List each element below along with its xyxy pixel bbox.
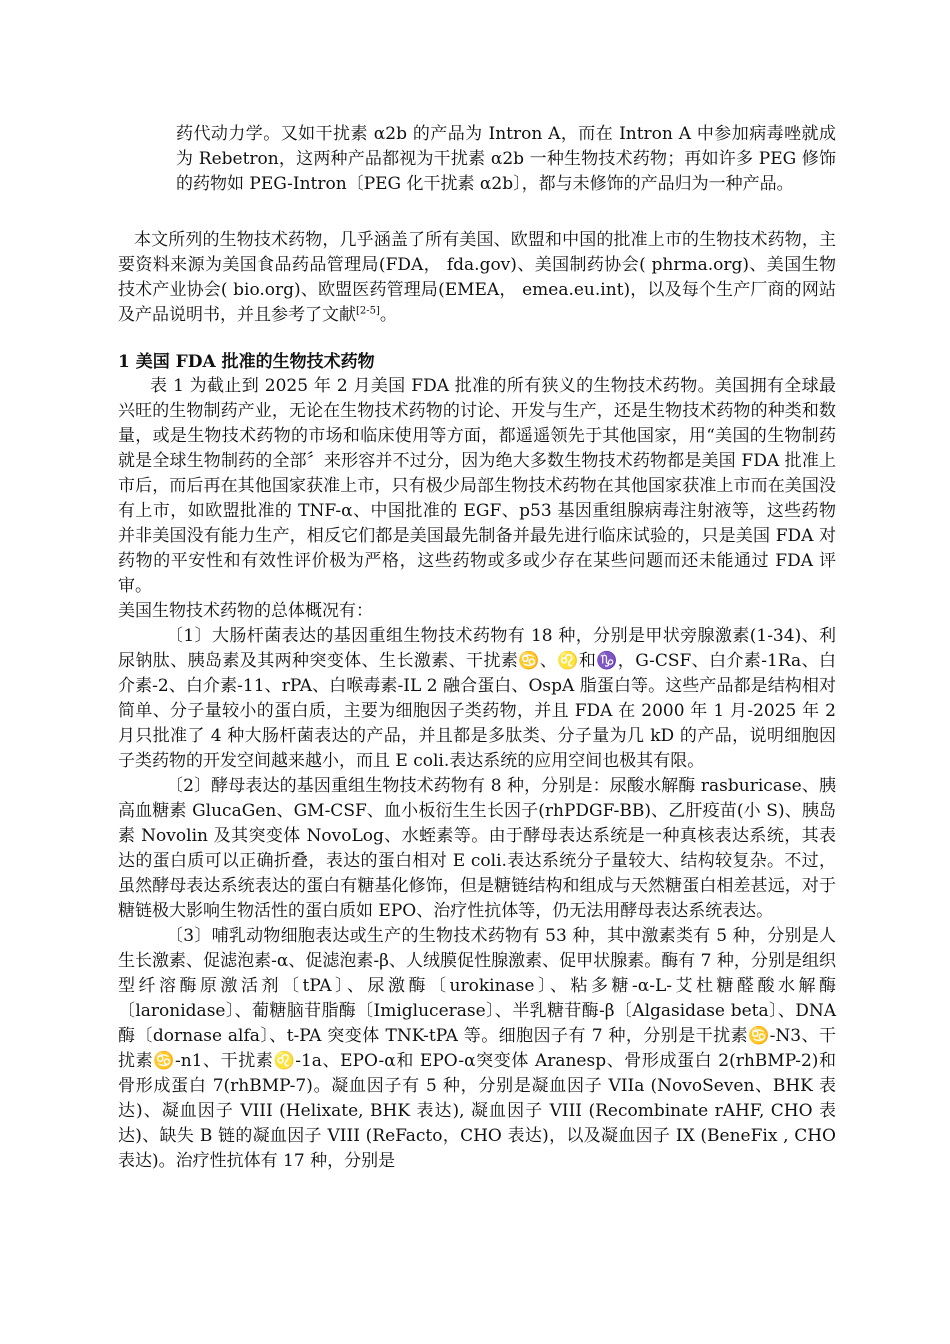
paragraph-item-3: 〔3〕哺乳动物细胞表达或生产的生物技术药物有 53 种，其中激素类有 5 种，分别是人生长激素、促滤泡素-α、促滤泡素-β、人绒膜促性腺激素、促甲状腺素。酶有 7 种，分别是组织型纤溶酶原激活剂〔tPA〕、尿激酶〔urokinase〕、粘多糖-α-L-艾杜糖醛酸水解酶〔laronidase〕、葡糖脑苷脂酶〔Imiglucerase〕、半乳糖苷酶-β〔Algasidase beta〕、DNA 酶〔dornase alfa〕、t-PA 突变体 TNK-tPA 等。细胞因子有 7 种，分别是干扰素♋-N3、干扰素♋-n1、干扰素♌-1a、EPO-α和 EPO-α突变体 Aranesp、骨形成蛋白 2(rhBMP-2)和骨形成蛋白 7(rhBMP-7)。凝血因子有 5 种，分别是凝血因子 VIIa (NovoSeven、BHK 表达)、凝血因子 VIII (Helixate, BHK 表达), 凝血因子 VIII (Recombinate rAHF, CHO 表达)、缺失 B 链的凝血因子 VIII (ReFacto，CHO 表达)，以及凝血因子 IX (BeneFix , CHO 表达)。治疗性抗体有 17 种，分别是	[118, 926, 836, 1171]
section-body	[118, 374, 836, 1174]
paragraph-overview: 美国生物技术药物的总体概况有：	[118, 601, 373, 621]
paragraph-item-2: 〔2〕酵母表达的基因重组生物技术药物有 8 种，分别是：尿酸水解酶 rasburicase、胰高血糖素 GlucaGen、GM-CSF、血小板衍生生长因子(rhPDGF-BB)、乙肝疫苗(小 S)、胰岛素 Novolin 及其突变体 NovoLog、水蛭素等。由于酵母表达系统是一种真核表达系统，其表达的蛋白质可以正确折叠，表达的蛋白相对 E coli.表达系统分子量较大、结构较复杂。不过，虽然酵母表达系统表达的蛋白有糖基化修饰，但是糖链结构和组成与天然糖蛋白相差甚远，对于糖链极大影响生物活性的蛋白质如 EPO、治疗性抗体等，仍无法用酵母表达系统表达。	[118, 776, 836, 921]
intro-paragraph	[118, 228, 836, 328]
intro-paragraph-body: 本文所列的生物技术药物，几乎涵盖了所有美国、欧盟和中国的批准上市的生物技术药物，主要资料来源为美国食品药品管理局(FDA， fda.gov)、美国制药协会( phrma.org)、美国生物技术产业协会( bio.org)、欧盟医药管理局(EMEA， emea.eu.int)，以及每个生产厂商的网站及产品说明书，并且参考了文献	[118, 230, 836, 325]
intro-reference: [2-5]	[356, 305, 380, 317]
intro-continuation-text: 药代动力学。又如干扰素 α2b 的产品为 Intron A，而在 Intron A 中参加病毒唑就成为 Rebetron，这两种产品都视为干扰素 α2b 一种生物技术药物；再如许多 PEG 修饰的药物如 PEG-Intron〔PEG 化干扰素 α2b〕，都与未修饰的产品归为一种产品。	[176, 124, 836, 194]
intro-paragraph-text	[118, 228, 836, 328]
paragraph-item-1: 〔1〕大肠杆菌表达的基因重组生物技术药物有 18 种，分别是甲状旁腺激素(1-34)、利尿钠肽、胰岛素及其两种突变体、生长激素、干扰素♋、♌和♑，G-CSF、白介素-1Ra、白介素-2、白介素-11、rPA、白喉毒素-IL 2 融合蛋白、OspA 脂蛋白等。这些产品都是结构相对简单、分子量较小的蛋白质，主要为细胞因子类药物，并且 FDA 在 2000 年 1 月-2025 年 2 月只批准了 4 种大肠杆菌表达的产品，并且都是多肽类、分子量为几 kD 的产品，说明细胞因子类药物的开发空间越来越小，而且 E coli.表达系统的应用空间也极其有限。	[118, 626, 836, 771]
section-heading: 1 美国 FDA 批准的生物技术药物	[118, 352, 375, 372]
intro-paragraph-end: 。	[379, 305, 397, 325]
intro-continuation	[176, 122, 836, 197]
paragraph-table1: 表 1 为截止到 2025 年 2 月美国 FDA 批准的所有狭义的生物技术药物。美国拥有全球最兴旺的生物制药产业，无论在生物技术药物的讨论、开发与生产，还是生物技术药物的种类和数量，或是生物技术药物的市场和临床使用等方面，都遥遥领先于其他国家，用“美国的生物制药就是全球生物制药的全部〞来形容并不过分，因为绝大多数生物技术药物都是美国 FDA 批准上市后，而后再在其他国家获准上市，只有极少局部生物技术药物在其他国家获准上市而在美国没有上市，如欧盟批准的 TNF-α、中国批准的 EGF、p53 基因重组腺病毒注射液等，这些药物并非美国没有能力生产，相反它们都是美国最先制备并最先进行临床试验的，只是美国 FDA 对药物的平安性和有效性评价极为严格，这些药物或多或少存在某些问题而还未能通过 FDA 评审。	[118, 376, 836, 596]
